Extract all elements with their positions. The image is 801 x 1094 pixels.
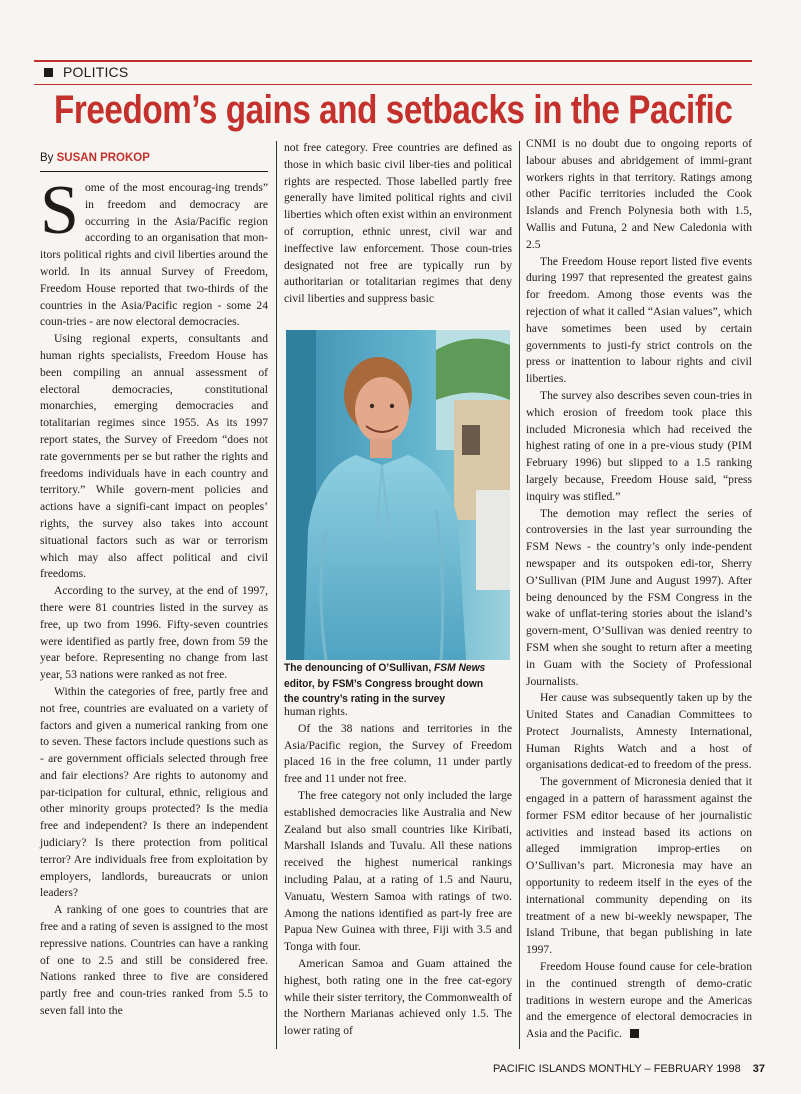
article-paragraph: The government of Micronesia denied that it engaged in a pattern of harassment against the former FSM editor because of her journalistic activities and instead based its actions on alleged immigration improp-erties on O’Sullivan’s part. Micronesia may have an opportunity to redeem itself in the eyes of the international community depending on its treatment of a new bi-weekly newspaper, The Island Tribune, that began publishing in late 1997. xyxy=(526,775,752,957)
article-column-2-top xyxy=(284,140,512,308)
article-paragraph: not free category. Free countries are defined as those in which basic civil liber-ties and political rights are respected. Those labelled partly free generally have limited political rights and civil liberties which often exist within an environment of corruption, ethnic unrest, civil war and ineffective law enforcement. Those coun-tries designated not free are typically run by authoritarian or totalitarian regimes that deny civil liberties and suppress basic xyxy=(284,141,512,306)
article-paragraph xyxy=(526,959,752,1043)
caption-text-2: editor, by FSM’s Congress brought down the country’s rating in the survey xyxy=(284,677,484,705)
column-divider-2 xyxy=(519,141,520,1049)
article-paragraph: The demotion may reflect the series of controversies in the last year surrounding the FSM News - the country’s only inde-pendent newspaper and its outspoken edi-tor, Sherry O’Sullivan (PIM June and August 1997). After being denounced by the FSM Congress in the wake of unflat-tering stories about the island’s govern-ment, O’Sullivan was denied reentry to FSM when she sought to return after a meeting in Guam with the Society of Professional Journalists. xyxy=(526,506,752,688)
article-paragraph xyxy=(40,172,268,331)
caption-italic: FSM News xyxy=(434,662,486,674)
article-column-1 xyxy=(40,172,268,1050)
page-footer xyxy=(493,1063,765,1075)
article-paragraph: A ranking of one goes to countries that are free and a rating of seven is assigned to the most repressive nations. Countries can have a ranking of one to 2.5 and still be considered free. Nations ranked three to five are considered partly free and coun-tries ranked from 5.5 to seven fall into the xyxy=(40,903,268,1018)
article-paragraph: human rights. xyxy=(284,705,348,718)
headline: Freedom’s gains and setbacks in the Pacific xyxy=(54,88,733,132)
paragraph-text: ome of the most encourag-ing trends” in freedom and democracy are occurring in the Asia/Pacific region according to an organisation that mon-itors political rights and civil liberties around the world. In its annual Survey of Freedom, Freedom House reported that two-thirds of the countries in the Asia/Pacific region - some 24 coun-tries - are now electoral democracies. xyxy=(40,181,268,329)
article-column-3 xyxy=(526,136,752,1046)
section-red-rule xyxy=(34,84,752,85)
byline xyxy=(40,152,150,164)
photo-illustration xyxy=(286,330,510,660)
photo-caption xyxy=(284,661,496,708)
article-paragraph: The Freedom House report listed five events during 1997 that represented the greatest gains for freedom. Among those events was the rejection of what it called “Asian values”, which have sometimes been used by certain governments to justi-fy strict controls on the press or inattention to labour rights and civil liberties. xyxy=(526,254,752,386)
article-paragraph: Her cause was subsequently taken up by the United States and Canadian Committees to Protect Journalists, Amnesty International, Human Rights Watch and a host of organisations dedicat-ed to freedom of the press. xyxy=(526,691,752,772)
section-label-text: POLITICS xyxy=(63,64,129,80)
article-paragraph: According to the survey, at the end of 1997, there were 81 countries listed in the survey as free, up two from 1996. Fifty-seven countries were identified as partly free, down from 59 the year before. Representing no change from last year, 53 nations were ranked as not free. xyxy=(40,584,268,682)
footer-publication: PACIFIC ISLANDS MONTHLY – FEBRUARY 1998 xyxy=(492,1063,741,1075)
article-paragraph: Within the categories of free, partly free and not free, countries are evaluated on a variety of factors and given a numerical ranking from one to seven. These factors include questions such as - are government officials selected through free and fair elections? Are rights to autonomy and par-ticipation for cultural, ethnic, religious and other minority groups protected? Is the media free and independent? Is there an independent judiciary? Is there protection from political terror? Are individuals free from exploitation by employers, landlords, bureaucrats or union leaders? xyxy=(40,684,268,900)
drop-cap: S xyxy=(40,172,79,249)
article-paragraph: American Samoa and Guam attained the highest, both rating one in the free cat-egory while their sister territory, the Commonwealth of the Northern Marianas achieved only 1.5. The lower rating of xyxy=(284,956,512,1038)
section-label xyxy=(44,64,128,80)
caption-text-1: The denouncing of O’Sullivan, xyxy=(284,662,435,674)
article-paragraph: The free category not only included the large established democracies like Australia and New Zealand but also small countries like Kiribati, Marshall Islands and Tuvalu. All these nations received the highest numerical rankings including Palau, at a rating of 1.5 and Nauru, Vanuatu, Western Samoa with ratings of two. Among the nations identified as part-ly free are Papua New Guinea with three, Fiji with 3.5 and Tonga with four. xyxy=(284,788,512,954)
section-square-icon xyxy=(44,68,53,77)
top-red-rule xyxy=(34,60,752,62)
byline-prefix: By xyxy=(40,152,54,164)
article-paragraph: Of the 38 nations and territories in the Asia/Pacific region, the Survey of Freedom placed 16 in the free column, 11 under partly free and 11 under not free. xyxy=(284,721,512,786)
article-paragraph: Using regional experts, consultants and human rights specialists, Freedom House has been compiling an annual assessment of electoral democracies, constitutional monarchies, emerging democracies and totalitarian regimes since 1955. As its 1997 report states, the Survey of Freedom “does not rate governments per se but rather the rights and freedoms individuals have in each country and territory.” While govern-ment policies and actions have a signifi-cant impact on peoples’ rights, the survey also takes into account situational factors such as war or terrorism which may also affect political and civil freedoms. xyxy=(40,332,268,581)
article-paragraph: CNMI is no doubt due to ongoing reports of labour abuses and abridgement of immi-grant workers rights in that territory. Ratings among other Pacific territories included the Cook Islands and French Polynesia both with 1.5, Wallis and Futuna, 2 and New Caledonia with 2.5 xyxy=(526,137,752,251)
photo-osullivan xyxy=(286,330,510,660)
footer-page-number: 37 xyxy=(752,1063,765,1075)
magazine-page xyxy=(34,54,752,1050)
end-mark-icon xyxy=(630,1029,639,1038)
column-divider-1 xyxy=(276,141,277,1049)
byline-author: SUSAN PROKOP xyxy=(56,152,150,164)
article-paragraph: The survey also describes seven coun-tries in which erosion of freedom took place this included Micronesia which had received the highest rating of one in a pre-vious study (PIM February 1996) but slipped to a 1.5 ranking largely because, Freedom House said, “press inquiry was stifled.” xyxy=(526,388,752,503)
paragraph-text: Freedom House found cause for cele-bration in the continued strength of demo-cratic traditions in western europe and the Americas and the emergence of electoral democracies in Asia and the Pacific. xyxy=(526,960,752,1041)
article-column-2-bottom xyxy=(284,704,512,1050)
